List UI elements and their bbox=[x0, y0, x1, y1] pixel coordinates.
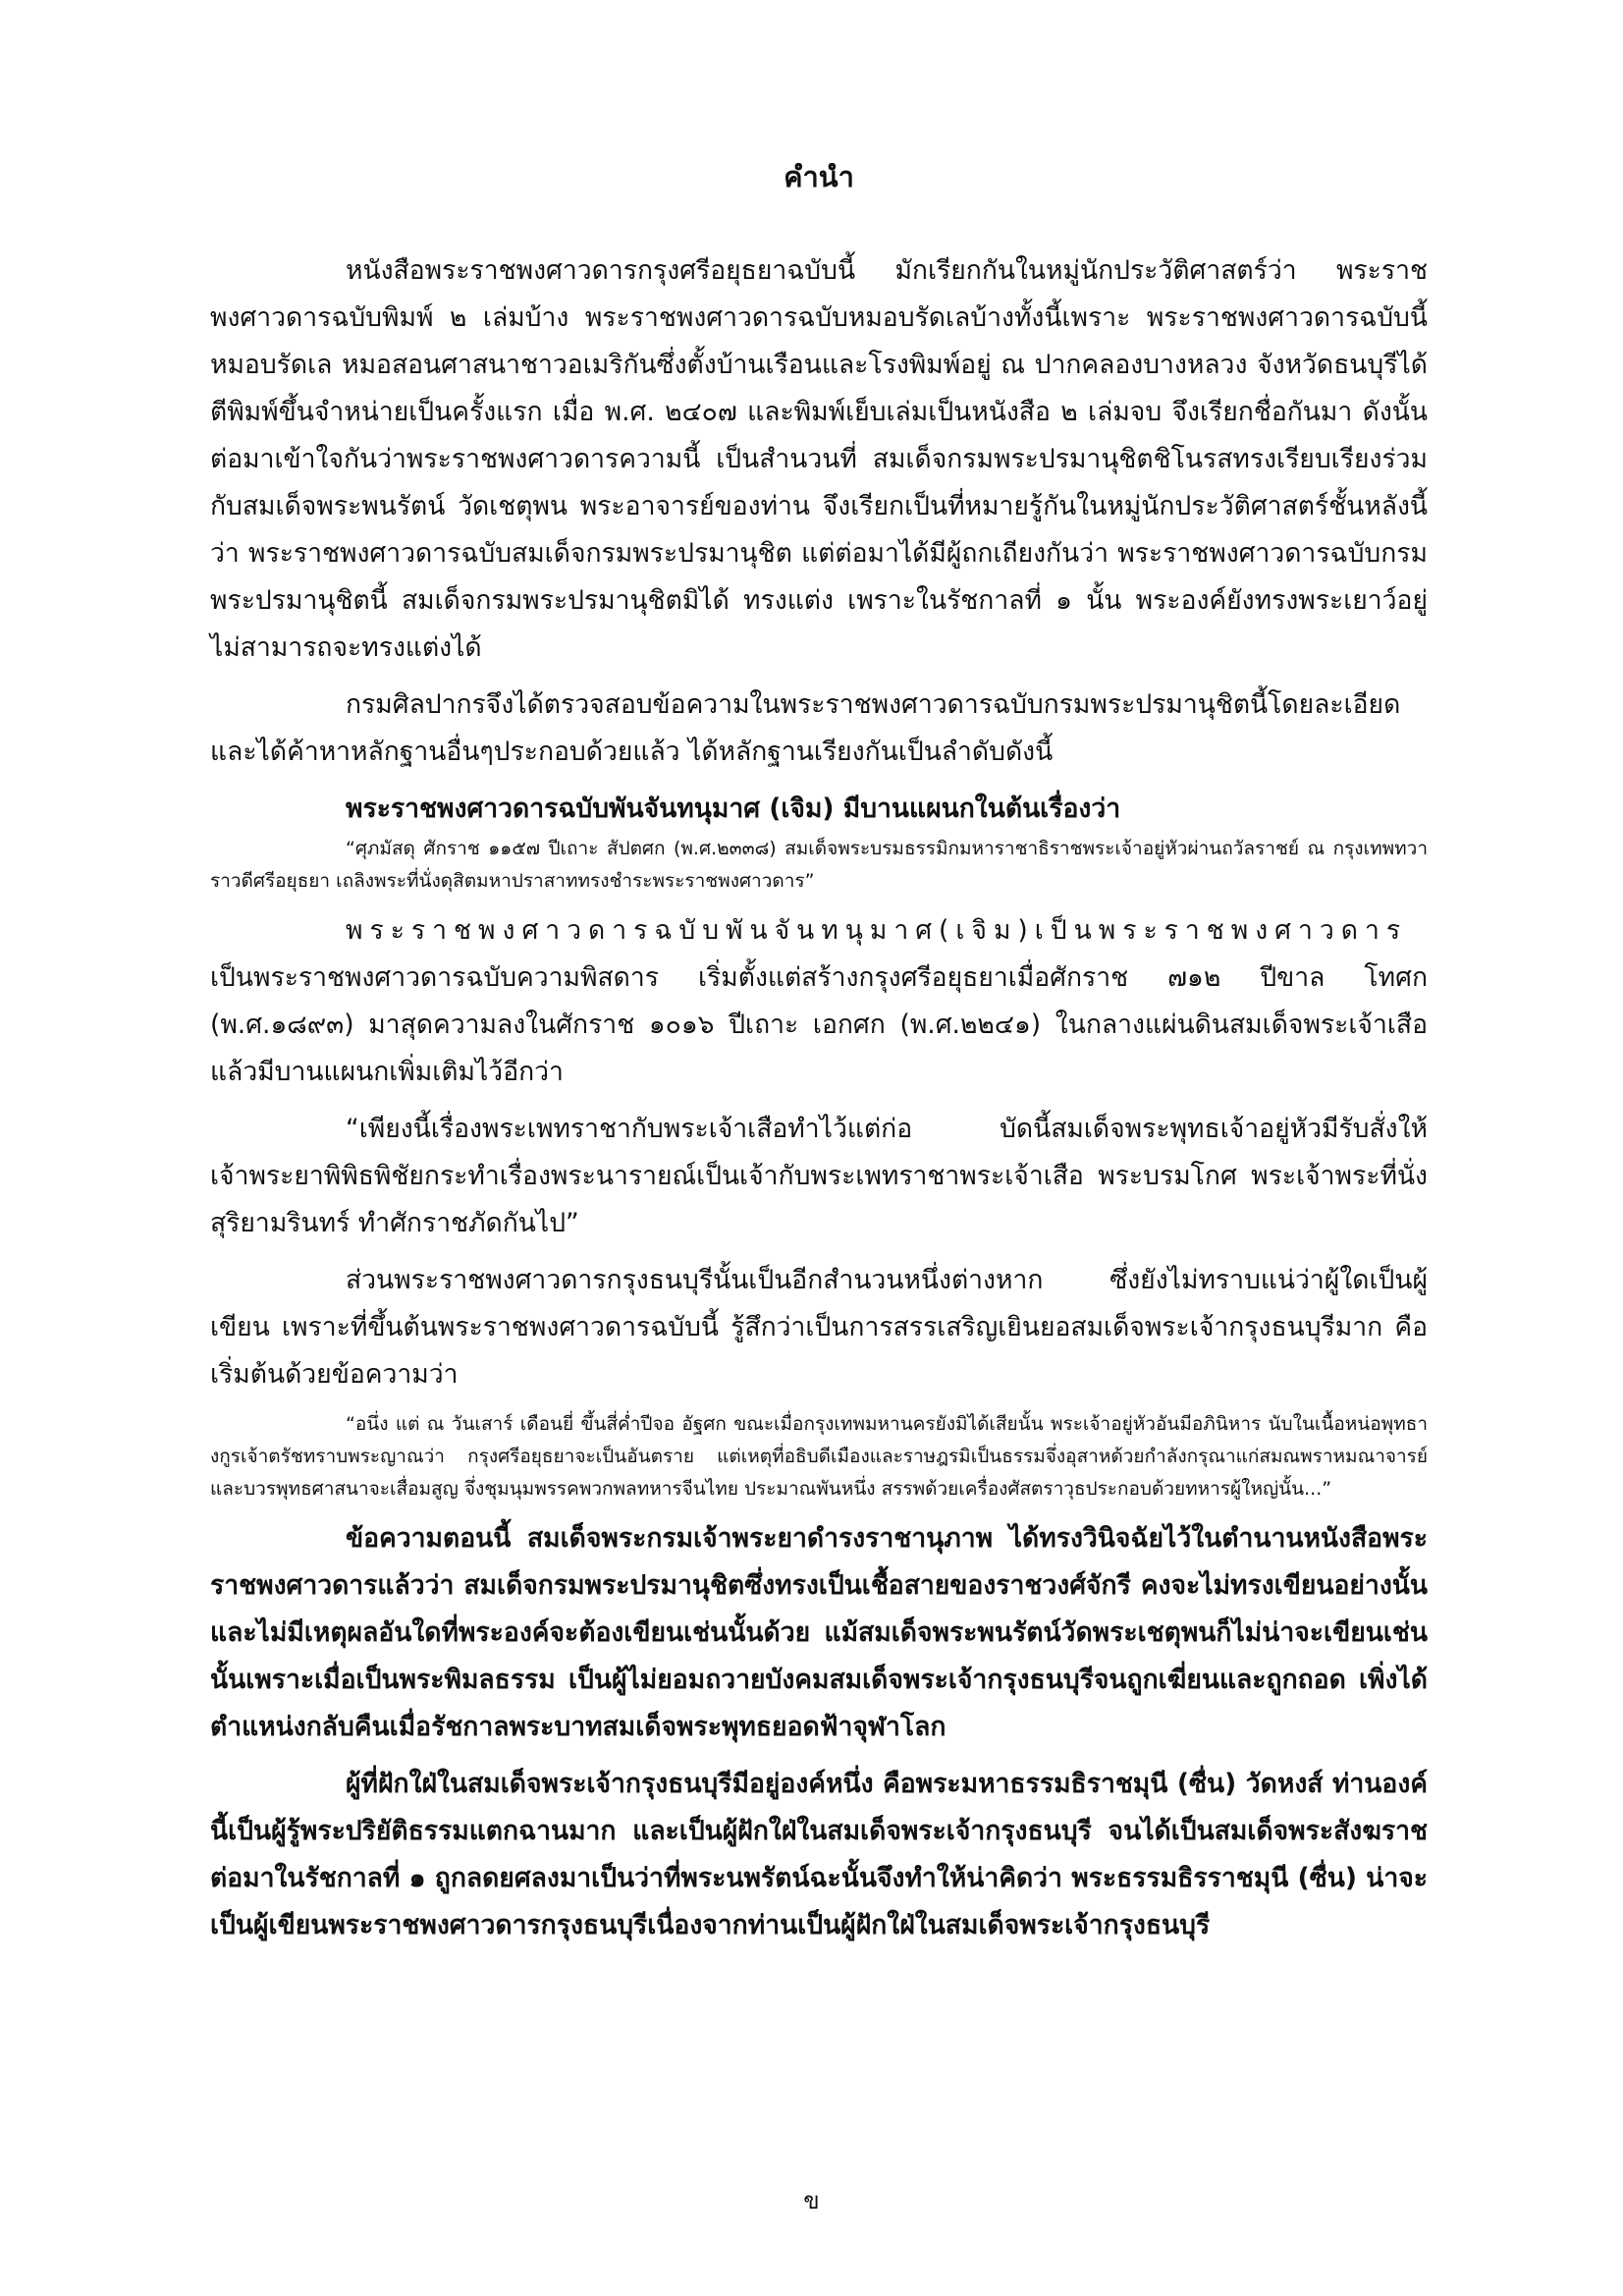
spaced-lead-text: พระราชพงศาวดารฉบับพันจันทนุมาศ(เจิม)เป็นพระราชพงศาวดาร bbox=[346, 915, 1408, 946]
paragraph-fine-arts-dept: กรมศิลปากรจึงได้ตรวจสอบข้อความในพระราชพงศาวดารฉบับกรมพระปรมานุชิตนี้โดยละเอียด และได้ค้าหาหลักฐานอื่นๆประกอบด้วยแล้ว ได้หลักฐานเรียงกันเป็นลำดับดังนี้ bbox=[210, 689, 1401, 767]
quote-banphanaek: “ศุภมัสดุ ศักราช ๑๑๕๗ ปีเถาะ สัปตศก (พ.ศ.๒๓๓๘) สมเด็จพระบรมธรรมิกมหาราชาธิราชพระเจ้าอยู่หัวผ่านถวัลราชย์ ณ กรุงเทพทวาราวดีศรีอยุธยา เถลิงพระที่นั่งดุสิตมหาปราสาททรงชำระพระราชพงศาวดาร” bbox=[210, 838, 1428, 892]
paragraph-quote-phetracha: “เพียงนี้เรื่องพระเพทราชากับพระเจ้าเสือทำไว้แต่ก่อ บัดนี้สมเด็จพระพุทธเจ้าอยู่หัวมีรับสั่งให้เจ้าพระยาพิพิธพิชัยกระทำเรื่องพระนารายณ์เป็นเจ้ากับพระเพทราชาพระเจ้าเสือ พระบรมโกศ พระเจ้าพระที่นั่งสุริยามรินทร์ ทำศักราชภัดกันไป” bbox=[210, 1114, 1428, 1238]
paragraph-possible-author: ผู้ที่ฝักใฝ่ในสมเด็จพระเจ้ากรุงธนบุรีมีอยู่องค์หนึ่ง คือพระมหาธรรมธิราชมุนี (ซื่น) วัดหงส์ ท่านองค์นี้เป็นผู้รู้พระปริยัติธรรมแตกฉานมาก และเป็นผู้ฝักใฝ่ในสมเด็จพระเจ้ากรุงธนบุรี จนได้เป็นสมเด็จพระสังฆราช ต่อมาในรัชกาลที่ ๑ ถูกลดยศลงมาเป็นว่าที่พระนพรัตน์ฉะนั้นจึงทำให้น่าคิดว่า พระธรรมธิรราชมุนี (ซื่น) น่าจะเป็นผู้เขียนพระราชพงศาวดารกรุงธนบุรีเนื่องจากท่านเป็นผู้ฝักใฝ่ในสมเด็จพระเจ้ากรุงธนบุรี bbox=[210, 1769, 1428, 1941]
paragraph-thonburi-chronicle: ส่วนพระราชพงศาวดารกรุงธนบุรีนั้นเป็นอีกสำนวนหนึ่งต่างหาก ซึ่งยังไม่ทราบแน่ว่าผู้ใดเป็นผู้เขียน เพราะที่ขึ้นต้นพระราชพงศาวดารฉบับนี้ รู้สึกว่าเป็นการสรรเสริญเยินยอสมเด็จพระเจ้ากรุงธนบุรีมาก คือเริ่มต้นด้วยข้อความว่า bbox=[210, 1265, 1428, 1390]
paragraph-intro: หนังสือพระราชพงศาวดารกรุงศรีอยุธยาฉบับนี้ มักเรียกกันในหมู่นักประวัติศาสตร์ว่า พระราชพงศาวดารฉบับพิมพ์ ๒ เล่มบ้าง พระราชพงศาวดารฉบับหมอบรัดเลบ้างทั้งนี้เพราะ พระราชพงศาวดารฉบับนี้ หมอบรัดเล หมอสอนศาสนาชาวอเมริกันซึ่งตั้งบ้านเรือนและโรงพิมพ์อยู่ ณ ปากคลองบางหลวง จังหวัดธนบุรีได้ตีพิมพ์ขึ้นจำหน่ายเป็นครั้งแรก เมื่อ พ.ศ. ๒๔๐๗ และพิมพ์เย็บเล่มเป็นหนังสือ ๒ เล่มจบ จึงเรียกชื่อกันมา ดังนั้น ต่อมาเข้าใจกันว่าพระราชพงศาวดารความนี้ เป็นสำนวนที่ สมเด็จกรมพระปรมานุชิตชิโนรสทรงเรียบเรียงร่วมกับสมเด็จพระพนรัตน์ วัดเชตุพน พระอาจารย์ของท่าน จึงเรียกเป็นที่หมายรู้กันในหมู่นักประวัติศาสตร์ชั้นหลังนี้ว่า พระราชพงศาวดารฉบับสมเด็จกรมพระปรมานุชิต แต่ต่อมาได้มีผู้ถกเถียงกันว่า พระราชพงศาวดารฉบับกรมพระปรมานุชิตนี้ สมเด็จกรมพระปรมานุชิตมิได้ ทรงแต่ง เพราะในรัชกาลที่ ๑ นั้น พระองค์ยังทรงพระเยาว์อยู่ ไม่สามารถจะทรงแต่งได้ bbox=[210, 255, 1428, 663]
page-title: คำนำ bbox=[784, 160, 854, 193]
paragraph-chanthanumat-description bbox=[210, 907, 1428, 1096]
quote-thonburi-opening: “อนึ่ง แต่ ณ วันเสาร์ เดือนยี่ ขึ้นสี่ค่ำปีจอ อัฐศก ขณะเมื่อกรุงเทพมหานครยังมิได้เสียนั้น พระเจ้าอยู่หัวอันมีอภินิหาร นับในเนื้อหน่อพุทธางกูรเจ้าตรัชทราบพระญาณว่า กรุงศรีอยุธยาจะเป็นอันตราย แต่เหตุที่อธิบดีเมืองและราษฎรมิเป็นธรรมจึ่งอุสาหด้วยกำลังกรุณาแก่สมณพราหมณาจารย์ และบวรพุทธศาสนาจะเสื่อมสูญ จึ่งชุมนุมพรรคพวกพลทหารจีนไทย ประมาณพันหนึ่ง สรรพด้วยเครื่องศัสตราวุธประกอบด้วยทหารผู้ใหญ่นั้น...” bbox=[210, 1413, 1428, 1500]
paragraph-damrong-analysis: ข้อความตอนนี้ สมเด็จพระกรมเจ้าพระยาดำรงราชานุภาพ ได้ทรงวินิจฉัยไว้ในตำนานหนังสือพระราชพงศาวดารแล้วว่า สมเด็จกรมพระปรมานุชิตซึ่งทรงเป็นเชื้อสายของราชวงศ์จักรี คงจะไม่ทรงเขียนอย่างนั้น และไม่มีเหตุผลอันใดที่พระองค์จะต้องเขียนเช่นนั้นด้วย แม้สมเด็จพระพนรัตน์วัดพระเชตุพนก็ไม่น่าจะเขียนเช่นนั้นเพราะเมื่อเป็นพระพิมลธรรม เป็นผู้ไม่ยอมถวายบังคมสมเด็จพระเจ้ากรุงธนบุรีจนถูกเฆี่ยนและถูกถอด เพิ่งได้ตำแหน่งกลับคืนเมื่อรัชกาลพระบาทสมเด็จพระพุทธยอดฟ้าจุฬาโลก bbox=[210, 1523, 1428, 1742]
section-heading-chanthanumat: พระราชพงศาวดารฉบับพันจันทนุมาศ (เจิม) มีบานแผนกในต้นเรื่องว่า bbox=[346, 793, 1121, 824]
document-page bbox=[210, 157, 1428, 1959]
paragraph-chanthanumat-rest: เป็นพระราชพงศาวดารฉบับความพิสดาร เริ่มตั้งแต่สร้างกรุงศรีอยุธยาเมื่อศักราช ๗๑๒ ปีขาล โทศก (พ.ศ.๑๘๙๓) มาสุดความลงในศักราช ๑๐๑๖ ปีเถาะ เอกศก (พ.ศ.๒๒๔๑) ในกลางแผ่นดินสมเด็จพระเจ้าเสือ แล้วมีบานแผนกเพิ่มเติมไว้อีกว่า bbox=[210, 962, 1428, 1087]
page-number: ข bbox=[803, 2187, 820, 2214]
